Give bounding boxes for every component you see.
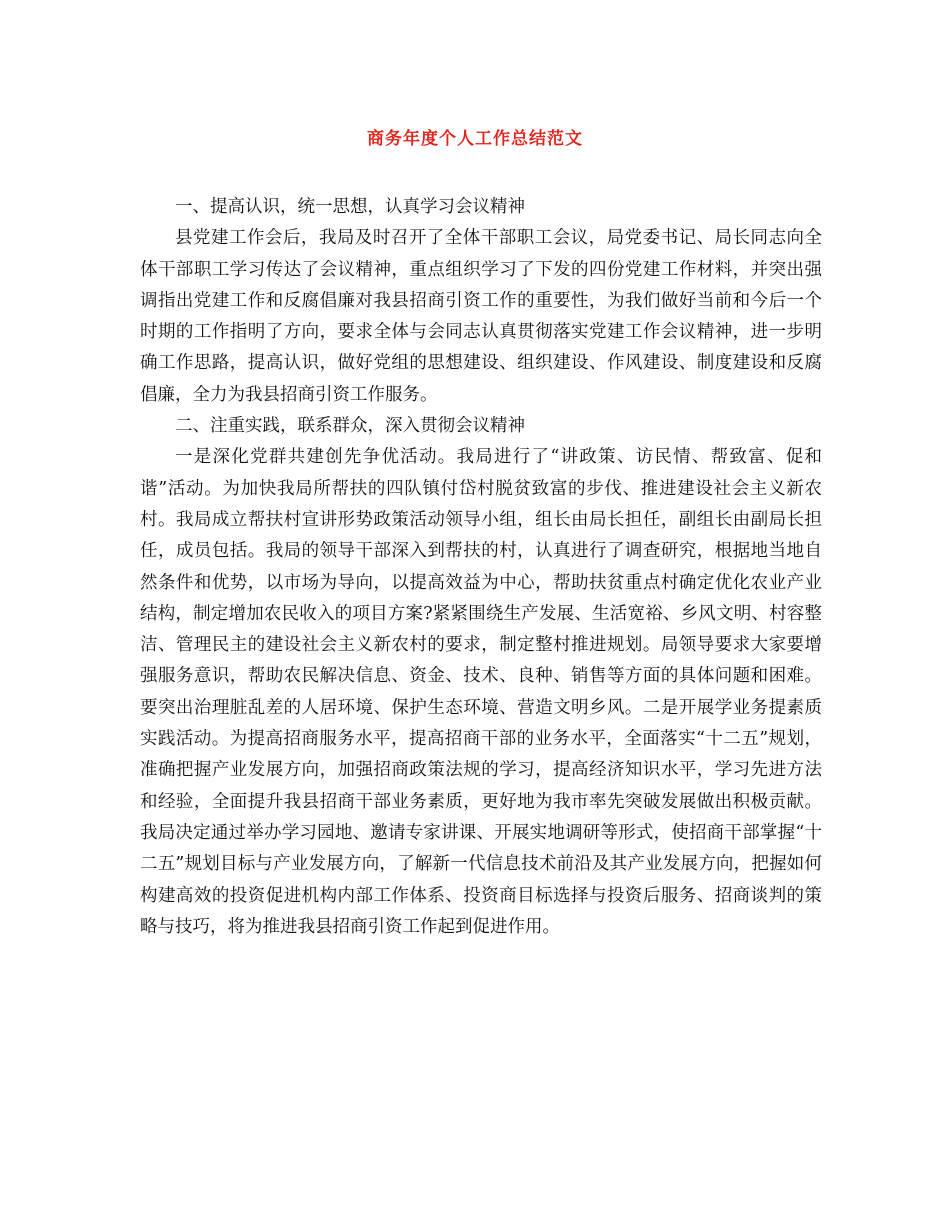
document-title: 商务年度个人工作总结范文 bbox=[367, 129, 583, 149]
section-heading-1: 一、提高认识，统一思想，认真学习会议精神 bbox=[175, 197, 525, 217]
document-body bbox=[140, 192, 822, 943]
paragraph-1: 县党建工作会后，我局及时召开了全体干部职工会议，局党委书记、局长同志向全体干部职工学习传达了会议精神，重点组织学习了下发的四份党建工作材料，并突出强调指出党建工作和反腐倡廉对我县招商引资工作的重要性，为我们做好当前和今后一个时期的工作指明了方向，要求全体与会同志认真贯彻落实党建工作会议精神，进一步明确工作思路，提高认识，做好党组的思想建设、组织建设、作风建设、制度建设和反腐倡廉，全力为我县招商引资工作服务。 bbox=[140, 228, 822, 405]
paragraph-2: 一是深化党群共建创先争优活动。我局进行了“讲政策、访民情、帮致富、促和谐”活动。为加快我局所帮扶的四队镇付岱村脱贫致富的步伐、推进建设社会主义新农村。我局成立帮扶村宣讲形势政策活动领导小组，组长由局长担任，副组长由副局长担任，成员包括。我局的领导干部深入到帮扶的村，认真进行了调查研究，根据地当地自然条件和优势，以市场为导向，以提高效益为中心，帮助扶贫重点村确定优化农业产业结构，制定增加农民收入的项目方案?紧紧围绕生产发展、生活宽裕、乡风文明、村容整洁、管理民主的建设社会主义新农村的要求，制定整村推进规划。局领导要求大家要增强服务意识，帮助农民解决信息、资金、技术、良种、销售等方面的具体问题和困难。要突出治理脏乱差的人居环境、保护生态环境、营造文明乡风。二是开展学业务提素质实践活动。为提高招商服务水平，提高招商干部的业务水平，全面落实“十二五”规划，准确把握产业发展方向，加强招商政策法规的学习，提高经济知识水平，学习先进方法和经验，全面提升我县招商干部业务素质，更好地为我市率先突破发展做出积极贡献。我局决定通过举办学习园地、邀请专家讲课、开展实地调研等形式，使招商干部掌握“十二五”规划目标与产业发展方向，了解新一代信息技术前沿及其产业发展方向，把握如何构建高效的投资促进机构内部工作体系、投资商目标选择与投资后服务、招商谈判的策略与技巧，将为推进我县招商引资工作起到促进作用。 bbox=[140, 447, 822, 937]
section-heading-2: 二、注重实践，联系群众，深入贯彻会议精神 bbox=[175, 416, 525, 437]
